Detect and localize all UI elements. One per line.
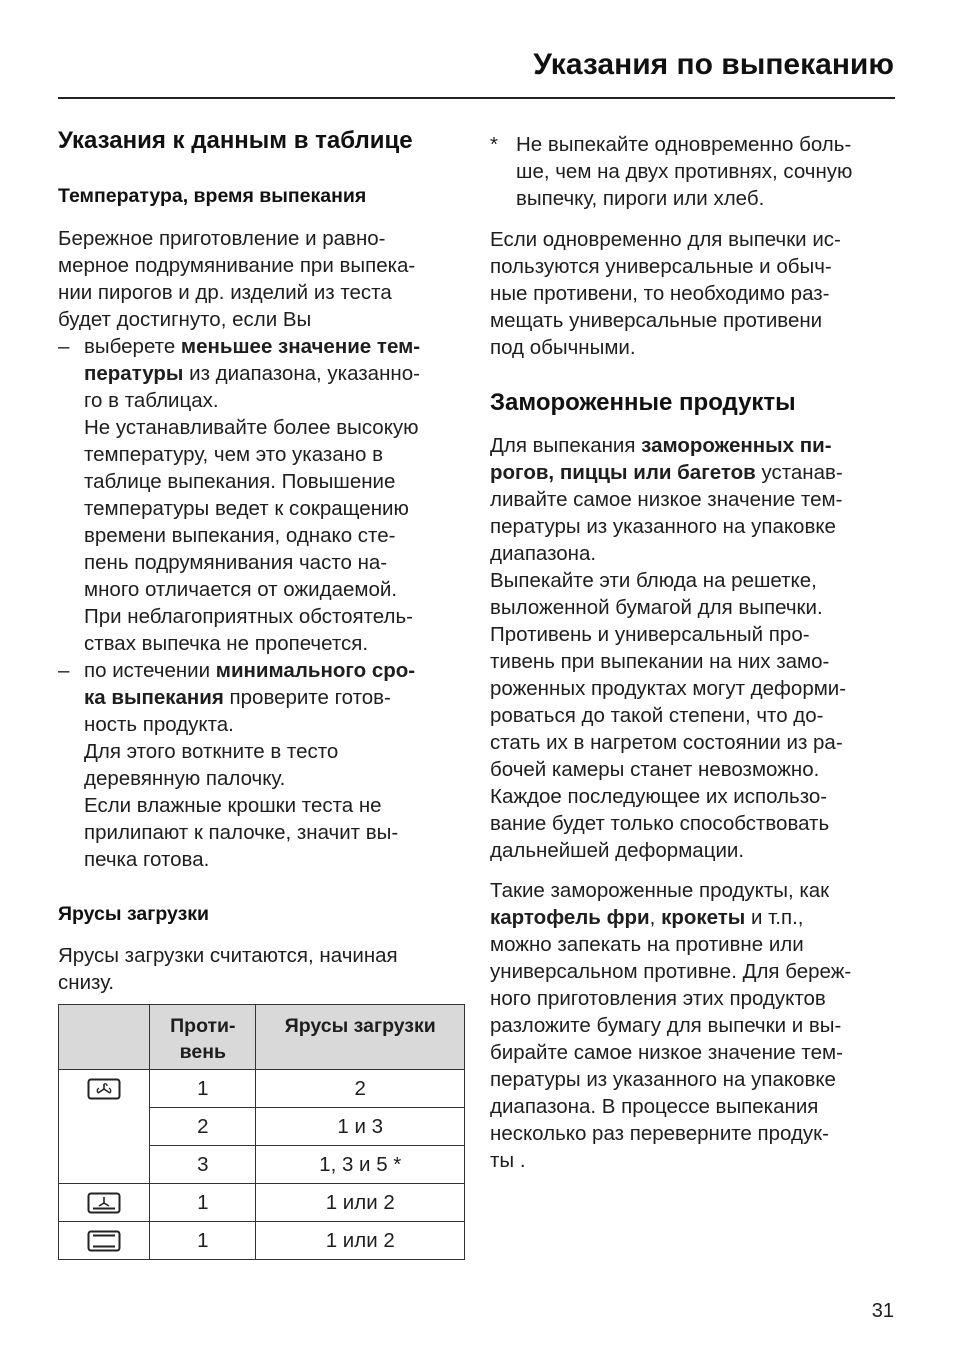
subheading-temperature-time: Температура, время выпекания bbox=[58, 185, 367, 207]
text-line: вание будет только способствовать bbox=[490, 812, 830, 835]
top-bottom-heat-icon bbox=[59, 1230, 149, 1252]
mode-icon-cell bbox=[59, 1184, 150, 1222]
bold-text: ка выпекания bbox=[84, 686, 224, 709]
trays-cell: 1 bbox=[150, 1070, 256, 1108]
bold-text: минимального сро- bbox=[215, 659, 416, 682]
text-line: роженных продуктах могут деформи- bbox=[490, 677, 847, 700]
page-title: Указания по выпеканию bbox=[533, 48, 894, 81]
text-line: роваться до такой степени, что до- bbox=[490, 704, 824, 727]
text-line: можно запекать на противне или bbox=[490, 933, 804, 956]
text-line: Выпекайте эти блюда на решетке, bbox=[490, 569, 817, 592]
text-line: разложите бумагу для выпечки и вы- bbox=[490, 1014, 842, 1037]
mode-icon-cell bbox=[59, 1222, 150, 1260]
text-line bbox=[84, 360, 468, 387]
text-line: пературы из указанного на упаковке bbox=[490, 515, 836, 538]
asterisk-marker: * bbox=[490, 133, 498, 156]
text-line bbox=[490, 459, 900, 486]
universal-trays-paragraph bbox=[490, 226, 900, 361]
table-row bbox=[59, 1222, 465, 1260]
trays-cell: 1 bbox=[150, 1184, 256, 1222]
bold-text: крокеты bbox=[661, 906, 746, 929]
text-line: ность продукта. bbox=[84, 713, 234, 736]
text-line: несколько раз переверните продук- bbox=[490, 1122, 829, 1145]
header-divider bbox=[58, 97, 895, 99]
text-line: ные противени, то необходимо раз- bbox=[490, 282, 830, 305]
text-line: ты . bbox=[490, 1149, 526, 1172]
text-line: Не выпекайте одновременно боль- bbox=[516, 133, 852, 156]
text-line: универсальном противне. Для береж- bbox=[490, 960, 852, 983]
page-number: 31 bbox=[871, 1300, 894, 1322]
text-line: Каждое последующее их использо- bbox=[490, 785, 828, 808]
left-column bbox=[58, 122, 468, 1260]
text-line: ствах выпечка не пропечется. bbox=[84, 632, 369, 655]
text-span: , bbox=[649, 906, 662, 929]
dash-bullet: – bbox=[58, 659, 70, 682]
footnote-star bbox=[490, 131, 900, 212]
text-span: и т.п., bbox=[745, 906, 804, 929]
levels-cell: 1, 3 и 5 * bbox=[256, 1146, 465, 1184]
fan-heat-icon bbox=[59, 1078, 149, 1100]
text-line: ного приготовления этих продуктов bbox=[490, 987, 826, 1010]
text-line: таблице выпекания. Повышение bbox=[84, 470, 396, 493]
text-line: под обычными. bbox=[490, 336, 636, 359]
levels-cell: 1 и 3 bbox=[256, 1108, 465, 1146]
text-line: стать их в нагретом состоянии из ра- bbox=[490, 731, 843, 754]
table-header-levels: Ярусы загрузки bbox=[256, 1005, 465, 1070]
text-line: снизу. bbox=[58, 971, 115, 994]
text-span: проверите готов- bbox=[223, 686, 391, 709]
bold-text: пературы bbox=[84, 362, 184, 385]
load-levels-table bbox=[58, 1004, 465, 1260]
text-line bbox=[84, 684, 468, 711]
intro-paragraph bbox=[58, 225, 468, 333]
text-line: печка готова. bbox=[84, 848, 210, 871]
subheading-load-levels: Ярусы загрузки bbox=[58, 903, 210, 925]
text-line: мещать универсальные противени bbox=[490, 309, 823, 332]
text-line bbox=[84, 657, 468, 684]
section-title-frozen: Замороженные продукты bbox=[490, 389, 796, 416]
text-line: Такие замороженные продукты, как bbox=[490, 879, 830, 902]
text-line: пень подрумянивания часто на- bbox=[84, 551, 388, 574]
trays-cell: 3 bbox=[150, 1146, 256, 1184]
table-header-cell bbox=[59, 1005, 150, 1070]
text-line: будет достигнуто, если Вы bbox=[58, 308, 312, 331]
fries-paragraph bbox=[490, 877, 900, 1174]
text-line: дальнейшей деформации. bbox=[490, 839, 745, 862]
text-line: диапазона. В процессе выпекания bbox=[490, 1095, 819, 1118]
text-line: тивень при выпекании на них замо- bbox=[490, 650, 830, 673]
bold-text: меньшее значение тем- bbox=[180, 335, 421, 358]
table-row bbox=[59, 1070, 465, 1108]
text-line: При неблагоприятных обстоятель- bbox=[84, 605, 414, 628]
text-line: температуру, чем это указано в bbox=[84, 443, 383, 466]
bold-text: замороженных пи- bbox=[641, 434, 832, 457]
text-line: Для этого воткните в тесто bbox=[84, 740, 339, 763]
text-span: выберете bbox=[84, 335, 181, 358]
dash-bullet: – bbox=[58, 335, 70, 358]
text-line: Ярусы загрузки считаются, начиная bbox=[58, 944, 398, 967]
text-line: Не устанавливайте более высокую bbox=[84, 416, 419, 439]
frozen-paragraph bbox=[490, 432, 900, 864]
levels-cell: 2 bbox=[256, 1070, 465, 1108]
text-line: пользуются универсальные и обыч- bbox=[490, 255, 832, 278]
text-line: бирайте самое низкое значение тем- bbox=[490, 1041, 843, 1064]
bold-text: картофель фри bbox=[490, 906, 650, 929]
text-line: ливайте самое низкое значение тем- bbox=[490, 488, 843, 511]
text-line: нии пирогов и др. изделий из теста bbox=[58, 281, 392, 304]
text-line: Противень и универсальный про- bbox=[490, 623, 810, 646]
text-line bbox=[490, 432, 900, 459]
trays-cell: 2 bbox=[150, 1108, 256, 1146]
text-line: мерное подрумянивание при выпека- bbox=[58, 254, 416, 277]
text-span: по истечении bbox=[84, 659, 216, 682]
text-line: диапазона. bbox=[490, 542, 597, 565]
text-line: деревянную палочку. bbox=[84, 767, 286, 790]
text-line: Бережное приготовление и равно- bbox=[58, 227, 386, 250]
text-line: Если одновременно для выпечки ис- bbox=[490, 228, 841, 251]
levels-paragraph bbox=[58, 942, 468, 996]
list-item-lower-temperature bbox=[58, 333, 468, 657]
mode-icon-cell bbox=[59, 1070, 150, 1184]
text-line: выложенной бумагой для выпечки. bbox=[490, 596, 823, 619]
table-row bbox=[59, 1184, 465, 1222]
bold-text: рогов, пиццы или багетов bbox=[490, 461, 756, 484]
text-line bbox=[84, 333, 468, 360]
text-line: го в таблицах. bbox=[84, 389, 219, 412]
table-header-trays: Проти- вень bbox=[150, 1005, 256, 1070]
right-column bbox=[490, 131, 900, 1174]
list-item-min-time bbox=[58, 657, 468, 873]
text-line: Если влажные крошки теста не bbox=[84, 794, 382, 817]
text-span: из диапазона, указанно- bbox=[183, 362, 420, 385]
table-header-row bbox=[59, 1005, 465, 1070]
text-span: устанав- bbox=[755, 461, 843, 484]
levels-cell: 1 или 2 bbox=[256, 1222, 465, 1260]
text-line: бочей камеры станет невозможно. bbox=[490, 758, 820, 781]
levels-cell: 1 или 2 bbox=[256, 1184, 465, 1222]
text-line bbox=[490, 904, 900, 931]
text-line: времени выпекания, однако сте- bbox=[84, 524, 396, 547]
text-line: температуры ведет к сокращению bbox=[84, 497, 409, 520]
text-line: прилипают к палочке, значит вы- bbox=[84, 821, 399, 844]
text-line: ше, чем на двух противнях, сочную bbox=[516, 160, 853, 183]
fan-plus-icon bbox=[59, 1192, 149, 1214]
text-line: много отличается от ожидаемой. bbox=[84, 578, 398, 601]
text-span: Для выпекания bbox=[490, 434, 642, 457]
text-line: пературы из указанного на упаковке bbox=[490, 1068, 836, 1091]
section-title-table-notes: Указания к данным в таблице bbox=[58, 127, 413, 154]
text-line: выпечку, пироги или хлеб. bbox=[516, 187, 765, 210]
trays-cell: 1 bbox=[150, 1222, 256, 1260]
